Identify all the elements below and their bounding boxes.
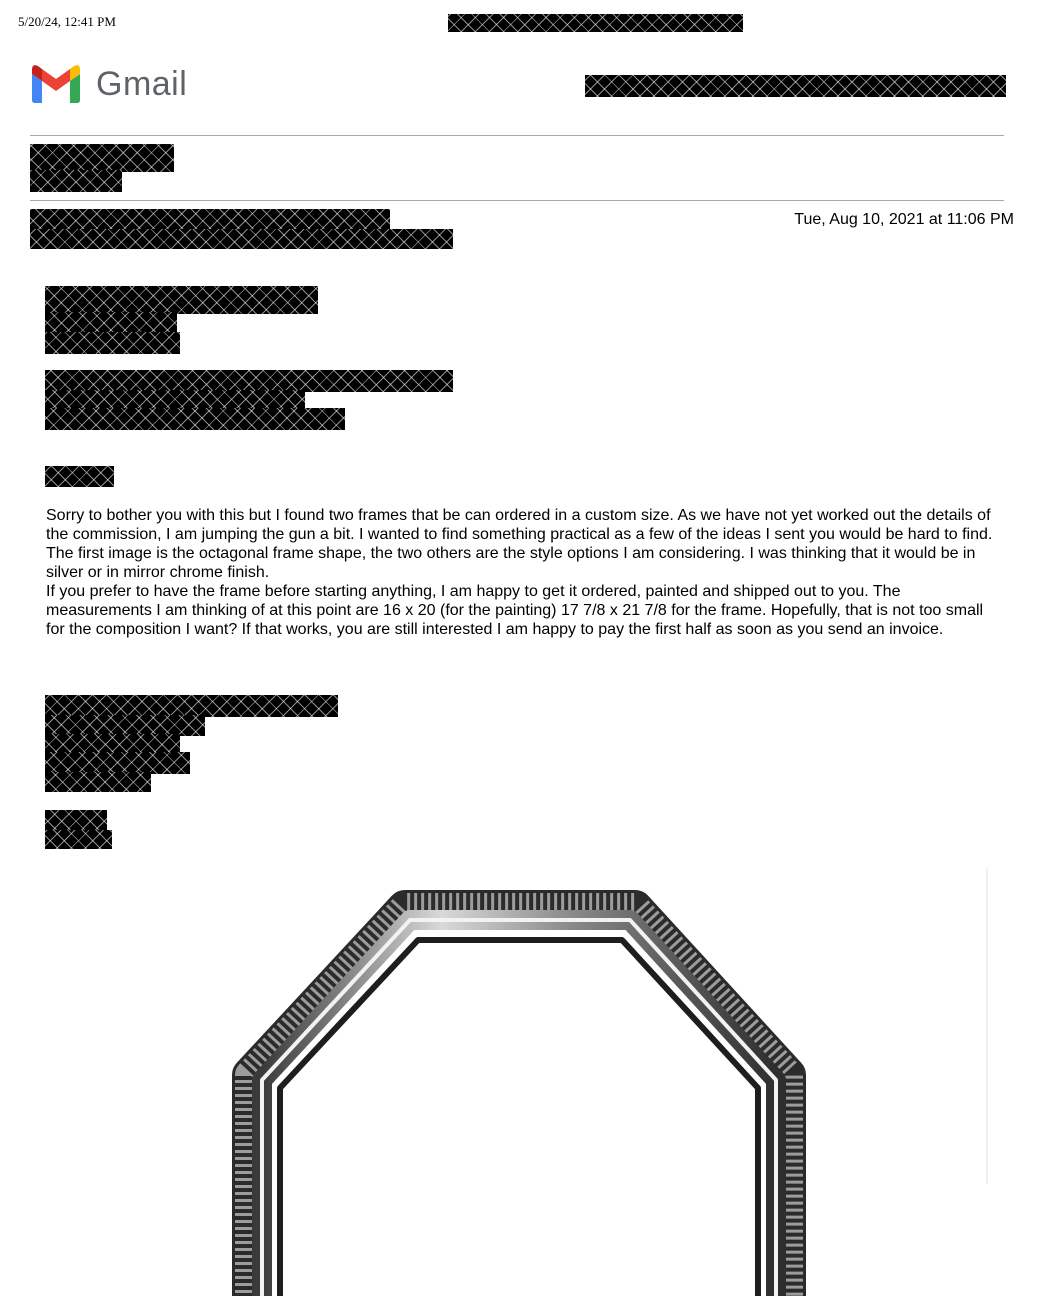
body-paragraph: If you prefer to have the frame before starting anything, I am happy to get it ordered, painted and shipped out to you. The measurements I am thinking of at this point are 16 x 20 (for the painting) 17 7/8 x 21 7/8 for the frame. Hopefully, that is not too small for the composition I want? If that works, you are still interested I am happy to pay the first half as soon as you send an invoice. <box>46 583 984 638</box>
redacted-cc-line-3 <box>45 408 345 430</box>
redacted-sender-line-1 <box>30 209 390 231</box>
redacted-attachment-label-1 <box>45 810 107 832</box>
octagonal-silver-frame-image[interactable] <box>230 890 810 1301</box>
redacted-recipient-line-3 <box>45 332 180 354</box>
gmail-m-logo-icon <box>30 64 82 104</box>
redacted-cc-line-2 <box>45 390 305 410</box>
redacted-signature-line-4 <box>45 752 190 774</box>
gmail-logo <box>30 64 187 104</box>
redacted-attachment-label-2 <box>45 830 112 849</box>
redacted-greeting <box>45 466 114 487</box>
redacted-cc-line-1 <box>45 370 453 392</box>
redacted-subject-line-2 <box>30 170 122 192</box>
redacted-page-title <box>448 14 743 32</box>
gmail-wordmark: Gmail <box>96 64 188 103</box>
redacted-signature-line-5 <box>45 772 151 792</box>
redacted-signature-line-2 <box>45 715 205 736</box>
header-divider <box>30 135 1004 136</box>
message-body <box>46 506 996 639</box>
image-edge-line <box>986 868 988 1184</box>
redacted-recipient-line-2 <box>45 312 177 334</box>
message-date: Tue, Aug 10, 2021 at 11:06 PM <box>794 211 1014 228</box>
redacted-signature-line-1 <box>45 695 338 717</box>
redacted-recipient-line-1 <box>45 286 318 314</box>
redacted-signature-line-3 <box>45 734 180 754</box>
body-paragraph: Sorry to bother you with this but I found two frames that be can ordered in a custom size. As we have not yet worked out the details of the commission, I am jumping the gun a bit. I wanted to find something practical as a few of the ideas I sent you would be hard to find. <box>46 507 993 543</box>
redacted-account-email <box>585 75 1006 97</box>
redacted-sender-line-2 <box>30 229 453 249</box>
redacted-subject-line-1 <box>30 144 174 172</box>
body-paragraph: The first image is the octagonal frame shape, the two others are the style options I am considering. I was thinking that it would be in silver or in mirror chrome finish. <box>46 545 976 581</box>
print-timestamp: 5/20/24, 12:41 PM <box>18 14 116 29</box>
subject-divider <box>30 200 1004 201</box>
